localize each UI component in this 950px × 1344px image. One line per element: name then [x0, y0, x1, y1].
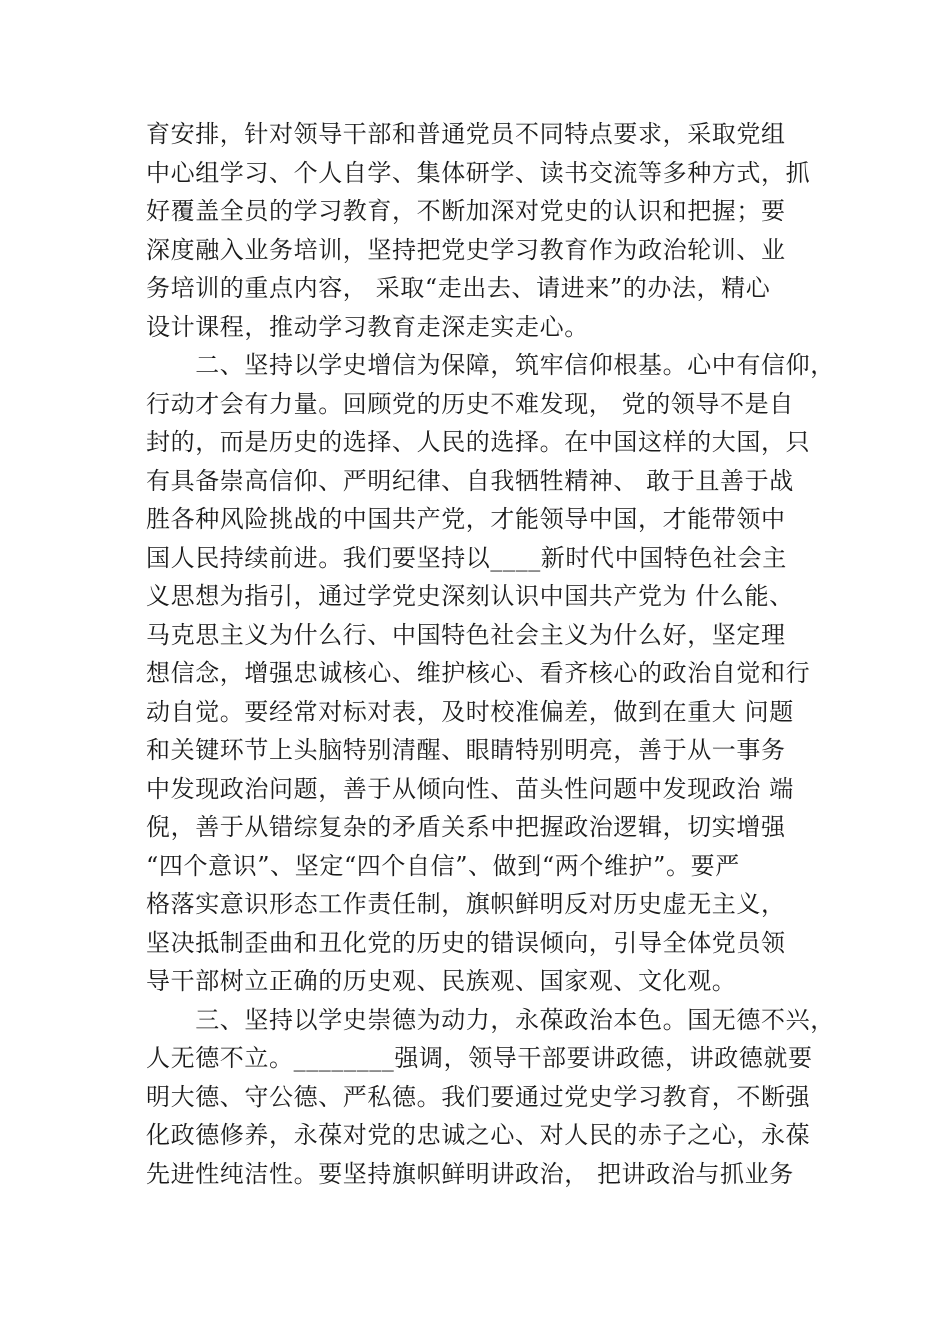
- text-line: 格落实意识形态工作责任制，旗帜鲜明反对历史虚无主义，: [146, 890, 786, 918]
- text-line: 中发现政治问题，善于从倾向性、苗头性问题中发现政治 端: [146, 774, 794, 803]
- section-2-heading-line: 二、坚持以学史增信为保障，筑牢信仰根基。心中有信仰，: [146, 351, 835, 379]
- text-line: 坚决抵制歪曲和丑化党的历史的错误倾向，引导全体党员领: [146, 928, 786, 957]
- text-line: 行动才会有力量。回顾党的历史不难发现， 党的领导不是自: [146, 389, 794, 418]
- text-line: 化政德修养，永葆对党的忠诚之心、对人民的赤子之心，永葆: [146, 1121, 811, 1149]
- text-line: 中心组学习、个人自学、集体研学、读书交流等多种方式，抓: [146, 158, 811, 187]
- text-line: 倪，善于从错综复杂的矛盾关系中把握政治逻辑，切实增强: [146, 813, 786, 841]
- text-line: 设计课程，推动学习教育走深走实走心。: [146, 312, 589, 341]
- text-line: 和关键环节上头脑特别清醒、眼睛特别明亮，善于从一事务: [146, 736, 786, 764]
- text-line: 马克思主义为什么行、中国特色社会主义为什么好，坚定理: [146, 620, 786, 649]
- text-line: 好覆盖全员的学习教育，不断加深对党史的认识和把握；要: [146, 197, 786, 225]
- text-line: “四个意识”、坚定“四个自信”、做到“两个维护”。要严: [146, 851, 740, 880]
- text-line: 封的，而是历史的选择、人民的选择。在中国这样的大国，只: [146, 428, 811, 456]
- text-line: 导干部树立正确的历史观、民族观、国家观、文化观。: [146, 967, 737, 995]
- body-text: [146, 115, 835, 1193]
- text-line: 有具备崇高信仰、严明纪律、自我牺牲精神、 敢于且善于战: [146, 466, 794, 495]
- text-line: 动自觉。要经常对标对表，及时校准偏差，做到在重大 问题: [146, 697, 794, 726]
- text-line: 人无德不立。________强调，领导干部要讲政德，讲政德就要: [146, 1044, 813, 1072]
- text-line: 育安排，针对领导干部和普通党员不同特点要求，采取党组: [146, 120, 786, 148]
- text-line: 先进性纯洁性。要坚持旗帜鲜明讲政治， 把讲政治与抓业务: [146, 1159, 794, 1188]
- text-line: 深度融入业务培训，坚持把党史学习教育作为政治轮训、业: [146, 235, 786, 264]
- text-line: 国人民持续前进。我们要坚持以____新时代中国特色社会主: [146, 543, 787, 572]
- text-line: 想信念，增强忠诚核心、维护核心、看齐核心的政治自觉和行: [146, 659, 811, 687]
- text-line: 胜各种风险挑战的中国共产党，才能领导中国，才能带领中: [146, 505, 786, 533]
- text-line: 义思想为指引，通过学党史深刻认识中国共产党为 什么能、: [146, 582, 794, 610]
- section-3-heading-line: 三、坚持以学史崇德为动力，永葆政治本色。国无德不兴，: [146, 1005, 835, 1034]
- text-line: 务培训的重点内容， 采取“走出去、请进来”的办法，精心: [146, 274, 771, 302]
- text-line: 明大德、守公德、严私德。我们要通过党史学习教育，不断强: [146, 1082, 811, 1111]
